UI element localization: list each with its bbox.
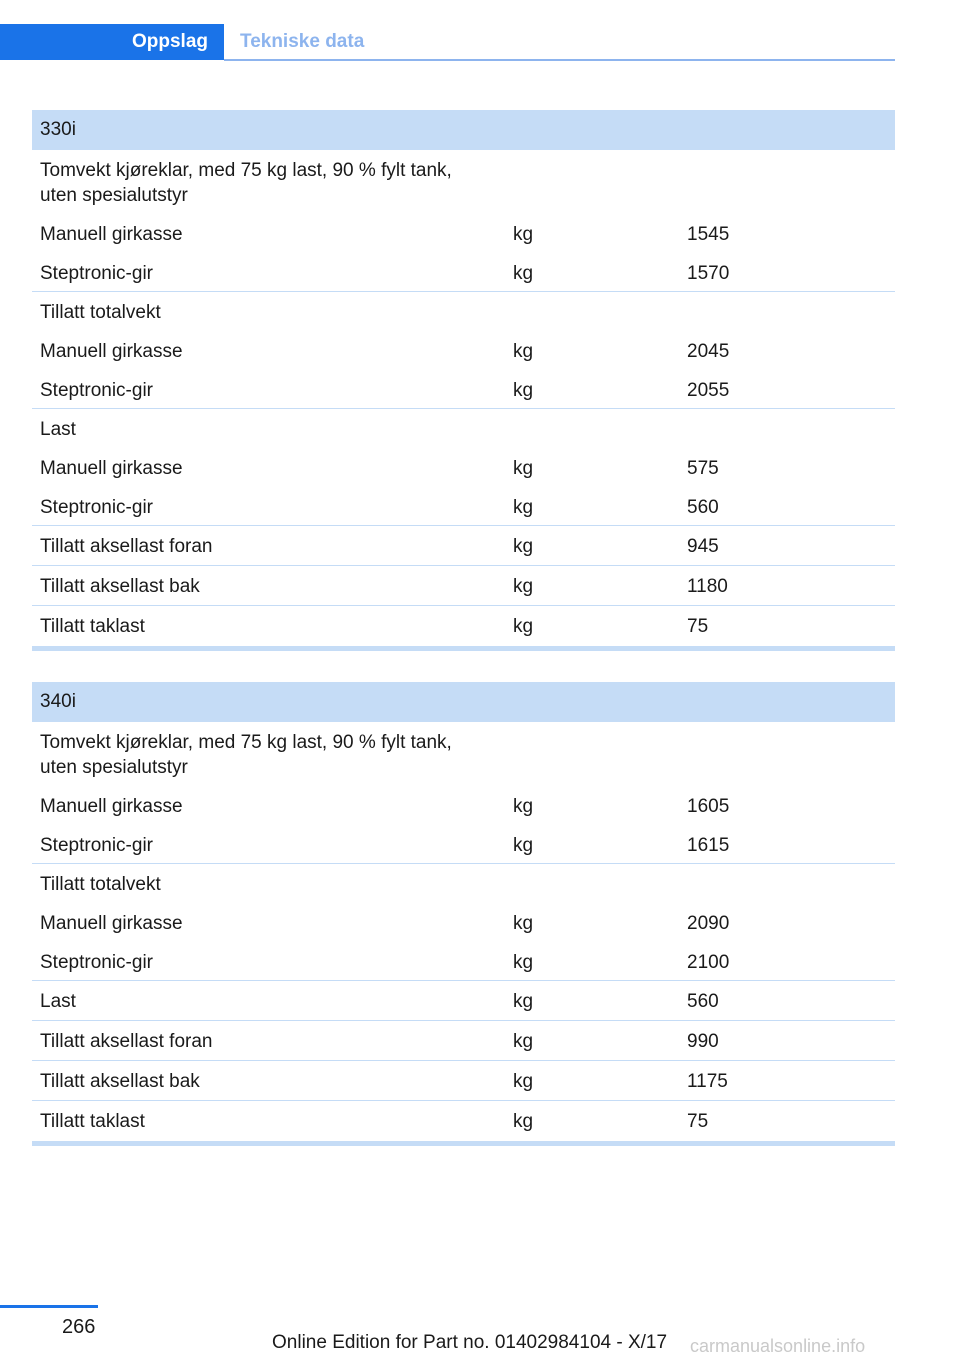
row-label: Steptronic-gir bbox=[40, 380, 153, 401]
table-row bbox=[32, 1061, 895, 1101]
table-row bbox=[32, 487, 895, 526]
row-unit: kg bbox=[513, 952, 534, 973]
row-value: 75 bbox=[687, 1111, 709, 1132]
row-unit: kg bbox=[513, 536, 534, 557]
table-bottom-rule bbox=[32, 1141, 895, 1146]
row-label: Manuell girkasse bbox=[40, 913, 183, 934]
table-row bbox=[32, 981, 895, 1021]
row-value: 1615 bbox=[687, 835, 730, 856]
row-value: 2090 bbox=[687, 913, 730, 934]
row-unit: kg bbox=[513, 263, 534, 284]
tab-tekniske-data[interactable] bbox=[240, 24, 364, 60]
table-row bbox=[32, 566, 895, 606]
table-row bbox=[32, 253, 895, 292]
row-unit: kg bbox=[513, 796, 534, 817]
row-label: Last bbox=[40, 991, 76, 1012]
table-row bbox=[32, 722, 895, 786]
row-value: 990 bbox=[687, 1031, 719, 1052]
row-label: Steptronic-gir bbox=[40, 263, 153, 284]
table-row bbox=[32, 825, 895, 864]
row-label: Steptronic-gir bbox=[40, 952, 153, 973]
row-value: 945 bbox=[687, 536, 719, 557]
row-label: Manuell girkasse bbox=[40, 224, 183, 245]
row-unit: kg bbox=[513, 1031, 534, 1052]
row-label: Steptronic-gir bbox=[40, 497, 153, 518]
row-label: Tillatt totalvekt bbox=[40, 874, 161, 895]
table-title: 330i bbox=[32, 110, 895, 150]
table-row bbox=[32, 1101, 895, 1141]
table-row bbox=[32, 292, 895, 331]
row-value: 560 bbox=[687, 991, 719, 1012]
row-unit: kg bbox=[513, 1071, 534, 1092]
row-label: Manuell girkasse bbox=[40, 458, 183, 479]
row-unit: kg bbox=[513, 380, 534, 401]
table-row bbox=[32, 370, 895, 409]
table-row bbox=[32, 864, 895, 903]
row-unit: kg bbox=[513, 913, 534, 934]
page-header bbox=[0, 24, 896, 62]
row-label: Tillatt aksellast bak bbox=[40, 576, 200, 597]
row-value: 1545 bbox=[687, 224, 730, 245]
table-row bbox=[32, 331, 895, 370]
row-value: 1175 bbox=[687, 1071, 728, 1092]
row-value: 560 bbox=[687, 497, 719, 518]
row-label: Tillatt aksellast foran bbox=[40, 1031, 213, 1052]
page-number: 266 bbox=[62, 1316, 96, 1338]
row-label: Tillatt aksellast bak bbox=[40, 1071, 200, 1092]
table-row bbox=[32, 448, 895, 487]
row-value: 75 bbox=[687, 616, 709, 637]
row-unit: kg bbox=[513, 576, 534, 597]
row-value: 2055 bbox=[687, 380, 730, 401]
table-row bbox=[32, 903, 895, 942]
row-unit: kg bbox=[513, 1111, 534, 1132]
row-label: Tillatt taklast bbox=[40, 616, 145, 637]
row-unit: kg bbox=[513, 835, 534, 856]
row-label: Manuell girkasse bbox=[40, 796, 183, 817]
row-unit: kg bbox=[513, 616, 534, 637]
table-bottom-rule bbox=[32, 646, 895, 651]
row-unit: kg bbox=[513, 497, 534, 518]
row-value: 2045 bbox=[687, 341, 730, 362]
footer-accent-line bbox=[0, 1305, 98, 1308]
spec-table-340i bbox=[32, 682, 895, 1146]
row-label: Tillatt totalvekt bbox=[40, 302, 161, 323]
row-label: Tomvekt kjøreklar, med 75 kg last, 90 % fylt tank, uten spesialutstyr bbox=[40, 732, 452, 778]
row-value: 1180 bbox=[687, 576, 728, 597]
row-label: Tillatt taklast bbox=[40, 1111, 145, 1132]
row-label: Manuell girkasse bbox=[40, 341, 183, 362]
tab-tekniske-data-label: Tekniske data bbox=[240, 31, 365, 52]
table-row bbox=[32, 1021, 895, 1061]
table-row bbox=[32, 526, 895, 566]
table-row bbox=[32, 942, 895, 981]
row-unit: kg bbox=[513, 224, 534, 245]
tab-oppslag[interactable] bbox=[0, 24, 224, 60]
spec-table-330i bbox=[32, 110, 895, 651]
header-divider bbox=[224, 59, 895, 61]
row-value: 1570 bbox=[687, 263, 730, 284]
table-row bbox=[32, 786, 895, 825]
table-title: 340i bbox=[32, 682, 895, 722]
table-row bbox=[32, 606, 895, 646]
row-value: 575 bbox=[687, 458, 719, 479]
row-label: Tillatt aksellast foran bbox=[40, 536, 213, 557]
edition-text: Online Edition for Part no. 01402984104 - X/17 bbox=[272, 1332, 668, 1353]
row-unit: kg bbox=[513, 458, 534, 479]
table-row bbox=[32, 214, 895, 253]
table-row bbox=[32, 409, 895, 448]
row-value: 2100 bbox=[687, 952, 730, 973]
table-row bbox=[32, 150, 895, 214]
row-unit: kg bbox=[513, 341, 534, 362]
row-unit: kg bbox=[513, 991, 534, 1012]
row-label: Tomvekt kjøreklar, med 75 kg last, 90 % fylt tank, uten spesialutstyr bbox=[40, 160, 452, 206]
tab-oppslag-label: Oppslag bbox=[131, 31, 208, 52]
row-label: Last bbox=[40, 419, 76, 440]
row-label: Steptronic-gir bbox=[40, 835, 153, 856]
watermark: carmanualsonline.info bbox=[690, 1336, 866, 1356]
row-value: 1605 bbox=[687, 796, 730, 817]
